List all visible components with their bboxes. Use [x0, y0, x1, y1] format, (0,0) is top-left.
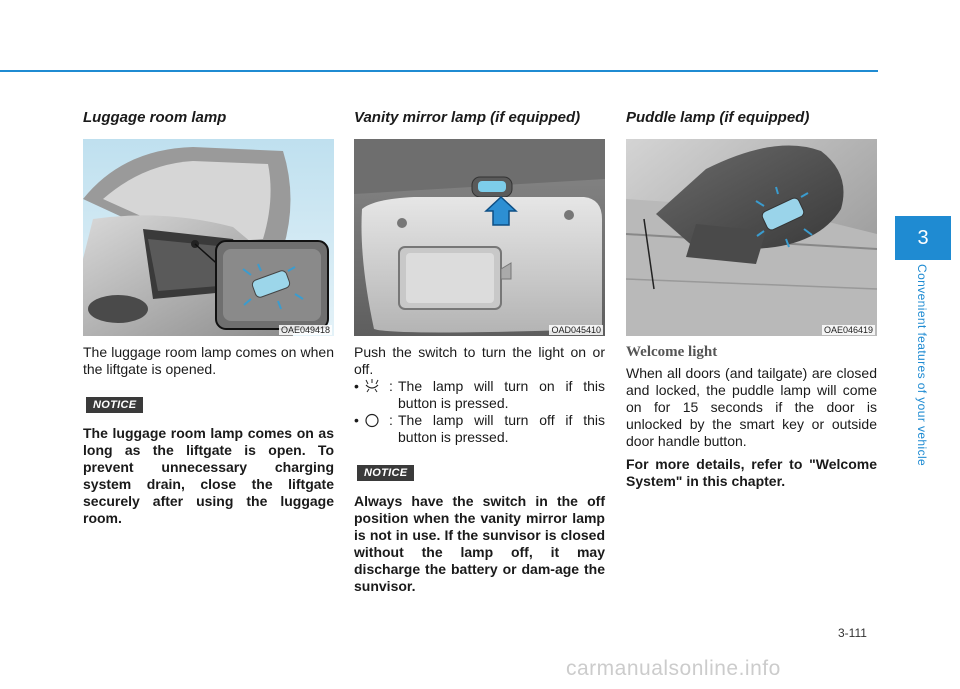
- bullet-dot: •: [354, 412, 359, 428]
- puddle-lamp-figure: [626, 139, 877, 336]
- body-text: The luggage room lamp comes on when the liftgate is opened.: [83, 344, 334, 377]
- side-mirror-illustration: [626, 139, 877, 336]
- bullet-lamp-off: [354, 412, 605, 446]
- watermark: carmanualsonline.info: [566, 657, 781, 680]
- body-text-bold: For more details, refer to "Welcome System" in this chapter.: [626, 456, 877, 489]
- section-luggage-room-lamp: [83, 108, 334, 527]
- body-text: When all doors (and tailgate) are closed and locked, the puddle lamp will come on for 15 seconds if the door is unlocked by the smart key or outside door handle button.: [626, 365, 877, 449]
- sunvisor-illustration: [354, 139, 605, 336]
- vanity-mirror-figure: [354, 139, 605, 336]
- bullet-text: The lamp will turn on if this button is pressed.: [398, 378, 605, 411]
- lamp-on-icon: [364, 379, 380, 394]
- notice-badge: NOTICE: [357, 465, 414, 481]
- chapter-title-vertical: [912, 264, 932, 494]
- bullet-text: The lamp will turn off if this button is pressed.: [398, 412, 605, 445]
- notice-badge: NOTICE: [86, 397, 143, 413]
- car-rear-illustration: [83, 139, 334, 336]
- section-puddle-lamp: [626, 108, 877, 490]
- notice-text: Always have the switch in the off position when the vanity mirror lamp is not in use. If the sunvisor is closed without the lamp off, it may discharge the battery or dam-age the sunvisor.: [354, 493, 605, 594]
- bullet-dot: •: [354, 378, 359, 394]
- chapter-title: Convenient features of your vehicle: [915, 264, 929, 467]
- chapter-tab: 3: [895, 216, 951, 260]
- section-title: Luggage room lamp: [83, 109, 227, 126]
- bullet-lamp-on: [354, 378, 605, 412]
- figure-code: OAE046419: [823, 325, 873, 335]
- luggage-room-figure: [83, 139, 334, 336]
- figure-code: OAE049418: [280, 325, 330, 335]
- bullet-colon: :: [389, 378, 393, 394]
- bullet-colon: :: [389, 412, 393, 428]
- section-title: Vanity mirror lamp (if equipped): [354, 109, 581, 126]
- header-rule: [0, 70, 878, 72]
- section-title: Puddle lamp (if equipped): [626, 109, 810, 126]
- body-text: Push the switch to turn the light on or off.: [354, 344, 605, 377]
- section-vanity-mirror-lamp: [354, 108, 605, 595]
- figure-code: OAD045410: [551, 325, 601, 335]
- subheading: Welcome light: [626, 344, 718, 360]
- lamp-off-icon: [364, 413, 380, 428]
- notice-text: The luggage room lamp comes on as long as the liftgate is open. To prevent unnecessary charging system drain, close the liftgate securely after using the luggage room.: [83, 425, 334, 526]
- page-number: 3-111: [838, 626, 867, 640]
